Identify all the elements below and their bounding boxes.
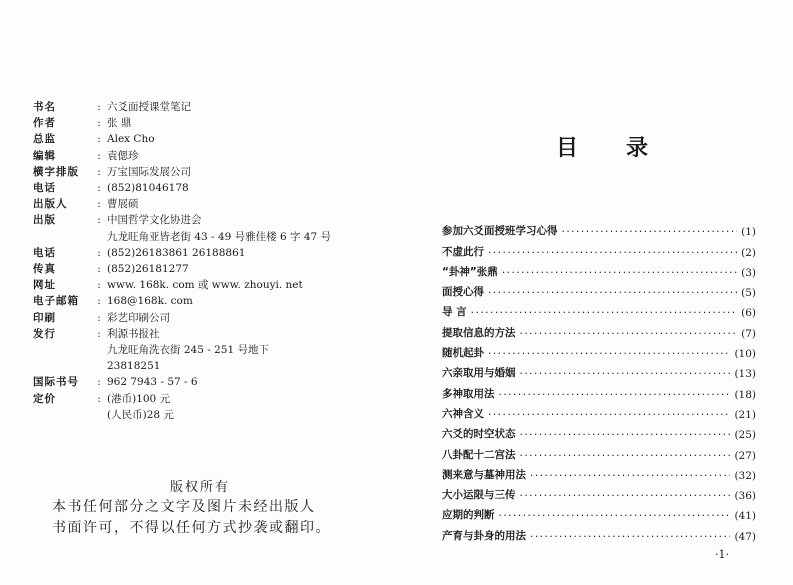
- colophon-colon: :: [97, 149, 101, 162]
- colophon-colon: :: [97, 295, 101, 308]
- toc-entry-page: (47): [734, 530, 756, 543]
- colophon-row: [33, 310, 393, 326]
- toc-page: [400, 0, 793, 585]
- colophon-value: 张 鼎: [107, 117, 132, 130]
- colophon-values: [107, 212, 331, 244]
- colophon-values: [107, 99, 191, 115]
- colophon-value: 袁偲珍: [107, 149, 139, 162]
- colophon-row: [33, 99, 393, 115]
- toc-entry: [442, 238, 756, 258]
- toc-entry-page: (7): [741, 327, 756, 340]
- toc-title-char-2: 录: [626, 136, 649, 161]
- toc-entry-page: (6): [741, 307, 756, 320]
- colophon-label-text: 编辑: [33, 149, 56, 162]
- colophon-row: [33, 212, 393, 244]
- colophon-label: [33, 212, 91, 228]
- toc-entry: [442, 299, 756, 319]
- toc-entry-title: 不虚此行: [442, 245, 484, 258]
- toc-entry: [442, 401, 756, 421]
- colophon-label: [33, 374, 91, 390]
- toc-entry: [442, 421, 756, 441]
- colophon-colon: :: [97, 311, 101, 324]
- toc-leader-dots: [471, 307, 737, 319]
- colophon-values: [107, 326, 269, 375]
- colophon-value: 九龙旺角洗衣街 245 - 251 号地下: [107, 344, 269, 357]
- toc-leader-dots: [499, 510, 731, 522]
- colophon-row: [33, 293, 393, 309]
- toc-entry-title: 多神取用法: [442, 387, 495, 400]
- toc-entry-page: (36): [734, 490, 756, 503]
- toc-leader-dots: [520, 368, 731, 380]
- colophon-value: 彩艺印刷公司: [107, 311, 170, 324]
- colophon-values: [107, 180, 189, 196]
- colophon-label: [33, 245, 91, 261]
- toc-entry: [442, 360, 756, 380]
- colophon-label-text: 电话: [33, 182, 56, 195]
- toc-leader-dots: [488, 247, 737, 259]
- colophon-value: (852)81046178: [107, 182, 189, 195]
- colophon-values: [107, 277, 303, 293]
- toc-entry-title: 面授心得: [442, 286, 484, 299]
- colophon-values: [107, 131, 155, 147]
- colophon-row: [33, 180, 393, 196]
- colophon-values: [107, 164, 191, 180]
- colophon-row: [33, 374, 393, 390]
- colophon-colon: :: [97, 263, 101, 276]
- colophon-label-text: 出版人: [33, 198, 68, 211]
- colophon-label-text: 电子邮箱: [33, 295, 79, 308]
- colophon-values: [107, 261, 189, 277]
- toc-entry-title: 导 言: [442, 306, 467, 319]
- colophon-row: [33, 326, 393, 375]
- colophon-value: (852)26181277: [107, 263, 189, 276]
- colophon-label: [33, 391, 91, 407]
- colophon-colon: :: [97, 117, 101, 130]
- toc-entry-title: 六神含义: [442, 407, 484, 420]
- colophon-colon: :: [97, 214, 101, 227]
- toc-entry-page: (41): [734, 510, 756, 523]
- colophon-row: [33, 261, 393, 277]
- colophon-value: 六爻面授课堂笔记: [107, 101, 191, 113]
- colophon-values: [107, 293, 193, 309]
- toc-leader-dots: [502, 267, 737, 279]
- colophon-label-text: 作者: [33, 117, 56, 130]
- toc-entry: [442, 218, 756, 238]
- toc-leader-dots: [562, 226, 738, 238]
- toc-entry-title: 八卦配十二宫法: [442, 448, 516, 461]
- rights-line-1: 本书任何部分之文字及图片未经出版人: [52, 499, 316, 515]
- colophon-label-text: 网址: [33, 279, 56, 292]
- toc-entry-title: 参加六爻面授班学习心得: [442, 225, 558, 238]
- colophon-label-text: 传真: [33, 263, 56, 276]
- colophon-values: [107, 245, 245, 261]
- toc-entry-title: 产育与卦身的用法: [442, 529, 526, 542]
- toc-leader-dots: [520, 450, 731, 462]
- colophon: [33, 99, 393, 423]
- colophon-label-text: 国际书号: [33, 376, 79, 389]
- colophon-label: [33, 196, 91, 212]
- colophon-value: (852)26183861 26188861: [107, 246, 246, 259]
- toc-entry: [442, 502, 756, 522]
- colophon-row: [33, 131, 393, 147]
- rights-title: 版权所有: [169, 480, 230, 495]
- toc-entry-page: (27): [734, 449, 756, 462]
- colophon-colon: :: [97, 133, 101, 146]
- toc-leader-dots: [520, 429, 731, 441]
- toc-entry: [442, 522, 756, 542]
- page-number: ·1·: [715, 548, 729, 561]
- colophon-label: [33, 180, 91, 196]
- colophon-label: [33, 99, 91, 115]
- colophon-row: [33, 196, 393, 212]
- colophon-value: Alex Cho: [107, 133, 155, 146]
- toc-entry: [442, 259, 756, 279]
- colophon-row: [33, 115, 393, 131]
- colophon-values: [107, 148, 139, 164]
- colophon-label: [33, 326, 91, 342]
- colophon-label: [33, 261, 91, 277]
- colophon-value: 23818251: [107, 360, 161, 373]
- colophon-label-text: 出版: [33, 214, 56, 227]
- toc-entry: [442, 462, 756, 482]
- toc-entry-title: 六爻的时空状态: [442, 428, 516, 441]
- colophon-label-text: 定价: [33, 392, 56, 405]
- colophon-colon: :: [97, 376, 101, 389]
- toc-leader-dots: [520, 328, 738, 340]
- toc-entry-title: 随机起卦: [442, 347, 484, 360]
- colophon-value: www. 168k. com 或 www. zhouyi. net: [107, 279, 303, 292]
- toc-entry-title: 六亲取用与婚姻: [442, 367, 516, 380]
- toc-entry: [442, 319, 756, 339]
- colophon-value: 九龙旺角亚皆老街 43 - 49 号雅佳楼 6 字 47 号: [107, 230, 332, 243]
- toc-entry-title: 大小运限与三传: [442, 489, 516, 502]
- colophon-values: [107, 391, 174, 423]
- colophon-row: [33, 148, 393, 164]
- toc-entry-page: (2): [741, 246, 756, 259]
- colophon-value: 962 7943 - 57 - 6: [107, 376, 198, 389]
- toc-entry-page: (1): [741, 226, 756, 239]
- colophon-colon: :: [97, 246, 101, 259]
- colophon-label-text: 总监: [33, 133, 56, 146]
- colophon-value: 中国哲学文化协进会: [107, 214, 202, 227]
- colophon-row: [33, 277, 393, 293]
- colophon-label-text: 电话: [33, 246, 56, 259]
- toc-leader-dots: [530, 531, 730, 543]
- colophon-colon: :: [97, 165, 101, 178]
- colophon-value: 168@168k. com: [107, 295, 193, 308]
- colophon-values: [107, 310, 170, 326]
- colophon-label: [33, 293, 91, 309]
- rights-line-2: 书面许可，不得以任何方式抄袭或翻印。: [52, 520, 331, 536]
- colophon-label-text: 横字排版: [33, 165, 79, 178]
- toc-entry: [442, 340, 756, 360]
- colophon-label: [33, 115, 91, 131]
- colophon-values: [107, 374, 198, 390]
- toc-leader-dots: [488, 348, 730, 360]
- toc-entry-page: (3): [741, 266, 756, 279]
- colophon-values: [107, 196, 139, 212]
- colophon-label-text: 印刷: [33, 311, 56, 324]
- colophon-label: [33, 310, 91, 326]
- toc-list: [442, 218, 756, 543]
- toc-entry-page: (21): [734, 408, 756, 421]
- colophon-value: (人民币)28 元: [107, 408, 174, 421]
- toc-leader-dots: [488, 287, 737, 299]
- toc-entry: [442, 482, 756, 502]
- toc-leader-dots: [499, 389, 731, 401]
- toc-leader-dots: [530, 470, 730, 482]
- colophon-colon: :: [97, 101, 101, 113]
- toc-entry-title: 测来意与墓神用法: [442, 468, 526, 481]
- colophon-label: [33, 164, 91, 180]
- colophon-value: 曹展硕: [107, 198, 139, 211]
- colophon-colon: :: [97, 279, 101, 292]
- toc-entry-page: (25): [734, 429, 756, 442]
- colophon-colon: :: [97, 392, 101, 405]
- colophon-label-text: 发行: [33, 327, 56, 340]
- toc-title-char-1: 目: [556, 136, 579, 161]
- toc-entry-page: (18): [734, 388, 756, 401]
- toc-entry-title: “卦神”张鼎: [442, 265, 498, 278]
- toc-entry-title: 应期的判断: [442, 509, 495, 522]
- colophon-label-text: 书名: [33, 101, 56, 113]
- colophon-row: [33, 164, 393, 180]
- toc-entry-title: 提取信息的方法: [442, 326, 516, 339]
- colophon-row: [33, 391, 393, 423]
- colophon-colon: :: [97, 182, 101, 195]
- colophon-value: (港币)100 元: [107, 392, 171, 405]
- toc-entry: [442, 279, 756, 299]
- toc-entry: [442, 441, 756, 461]
- toc-entry-page: (5): [741, 287, 756, 300]
- colophon-values: [107, 115, 131, 131]
- toc-entry-page: (10): [734, 348, 756, 361]
- toc-entry-page: (32): [734, 469, 756, 482]
- toc-entry-page: (13): [734, 368, 756, 381]
- colophon-label: [33, 277, 91, 293]
- colophon-value: 万宝国际发展公司: [107, 165, 191, 178]
- colophon-colon: :: [97, 198, 101, 211]
- colophon-row: [33, 245, 393, 261]
- toc-leader-dots: [520, 490, 731, 502]
- toc-leader-dots: [488, 409, 730, 421]
- colophon-label: [33, 131, 91, 147]
- colophon-value: 利源书报社: [107, 327, 160, 340]
- toc-entry: [442, 380, 756, 400]
- colophon-colon: :: [97, 327, 101, 340]
- colophon-label: [33, 148, 91, 164]
